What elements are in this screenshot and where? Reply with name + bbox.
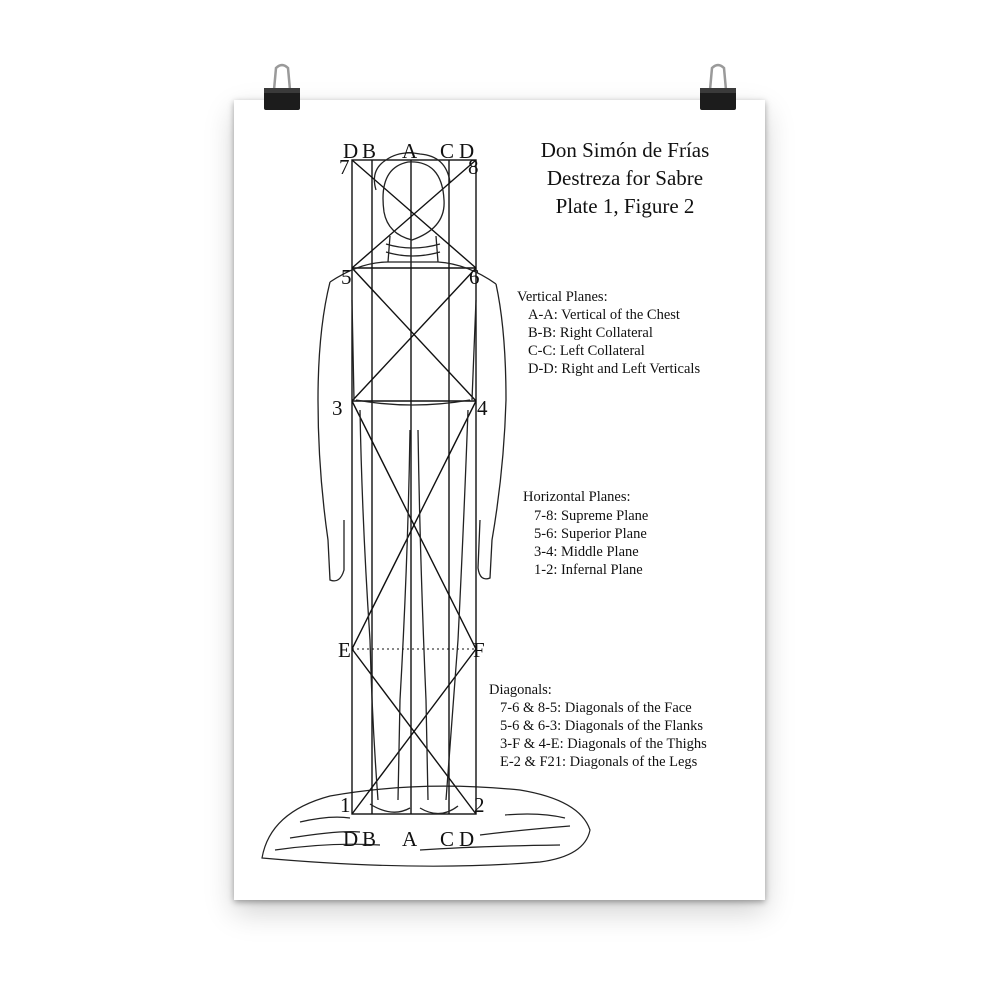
horizontal-plane-item: 3-4: Middle Plane	[534, 544, 639, 560]
horizontal-plane-item: 5-6: Superior Plane	[534, 526, 647, 542]
ground-mound	[262, 786, 590, 866]
plane-letter-a-top: A	[402, 139, 418, 163]
plane-letter-a-bottom: A	[402, 827, 418, 851]
point-label-6: 6	[469, 265, 480, 289]
point-label-f: F	[473, 638, 485, 662]
page-title-line-2: Destreza for Sabre	[546, 166, 704, 190]
page-title-line-1: Don Simón de Frías	[540, 138, 710, 162]
diagonal-item: E-2 & F21: Diagonals of the Legs	[500, 754, 698, 770]
vertical-plane-item: A-A: Vertical of the Chest	[528, 307, 680, 323]
diagonals-heading: Diagonals:	[489, 682, 552, 698]
horizontal-planes-heading: Horizontal Planes:	[523, 489, 631, 505]
plane-letter-c-bottom: C	[440, 827, 455, 851]
point-label-e: E	[338, 638, 351, 662]
point-label-3: 3	[332, 396, 343, 420]
point-label-8: 8	[468, 155, 479, 179]
vertical-planes-heading: Vertical Planes:	[517, 289, 608, 305]
vertical-plane-item: D-D: Right and Left Verticals	[528, 361, 701, 377]
point-label-1: 1	[340, 793, 351, 817]
point-label-4: 4	[477, 396, 488, 420]
plane-letter-b-bottom: B	[362, 827, 377, 851]
point-label-2: 2	[474, 793, 485, 817]
diagonal-item: 5-6 & 6-3: Diagonals of the Flanks	[500, 718, 703, 734]
plane-letter-d-top-left: D	[343, 139, 359, 163]
vertical-plane-item: B-B: Right Collateral	[528, 325, 653, 341]
vertical-plane-item: C-C: Left Collateral	[528, 343, 645, 359]
horizontal-plane-item: 7-8: Supreme Plane	[534, 508, 649, 524]
plane-letter-d-bottom-left: D	[343, 827, 359, 851]
plane-letter-d-bottom-right: D	[459, 827, 475, 851]
page-title-line-3: Plate 1, Figure 2	[555, 194, 695, 218]
plane-letter-b-top: B	[362, 139, 377, 163]
horizontal-plane-item: 1-2: Infernal Plane	[534, 562, 643, 578]
construction-lines	[352, 160, 476, 814]
point-label-5: 5	[341, 265, 352, 289]
plane-letter-d-top-right: D	[459, 139, 475, 163]
diagonal-item: 3-F & 4-E: Diagonals of the Thighs	[500, 736, 707, 752]
plane-letter-c-top: C	[440, 139, 455, 163]
diagonal-item: 7-6 & 8-5: Diagonals of the Face	[500, 700, 692, 716]
point-label-7: 7	[339, 155, 350, 179]
figure-outline	[318, 153, 506, 817]
